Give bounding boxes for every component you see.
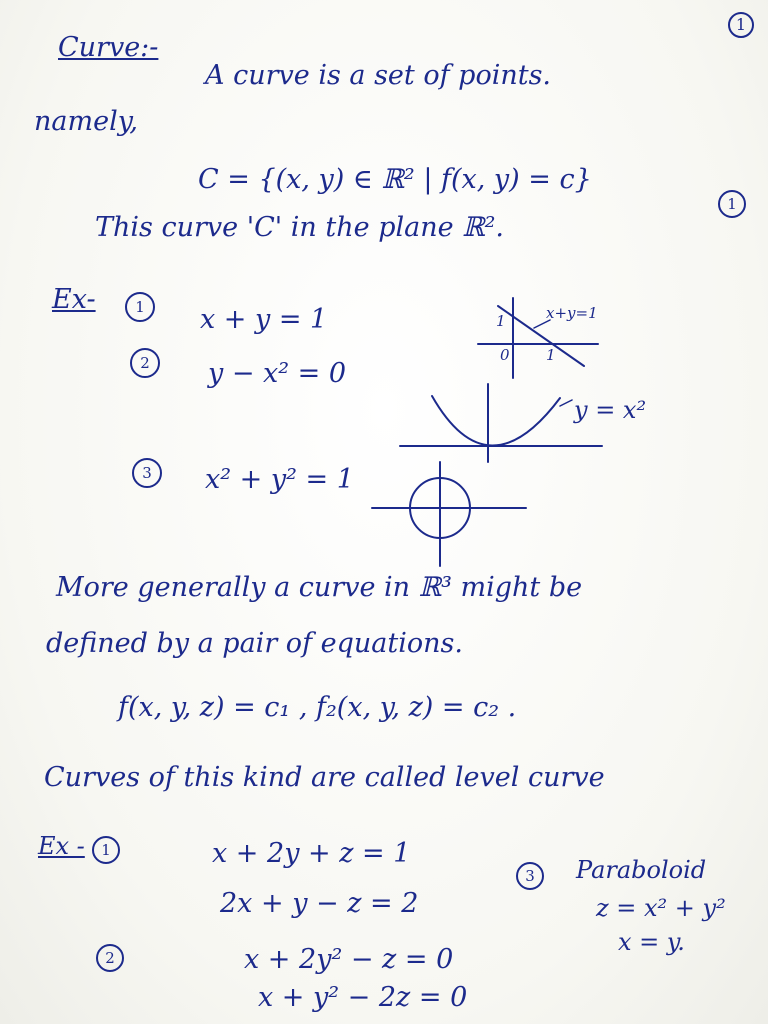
level-curve-line: Curves of this kind are called level curve <box>44 762 605 793</box>
namely-text: namely, <box>34 106 138 137</box>
page-number: 1 <box>728 12 754 38</box>
general-line-1: More generally a curve in ℝ³ might be <box>56 572 583 603</box>
ex2-equation: x + y² − 2z = 0 <box>258 982 468 1013</box>
parabola-sketch-curve <box>432 396 560 446</box>
example-number: 3 <box>132 458 162 488</box>
example-equation: y − x² = 0 <box>208 358 347 389</box>
ex2-equation: x + 2y² − z = 0 <box>244 944 454 975</box>
example-number: 2 <box>130 348 160 378</box>
heading: Curve:- <box>58 32 159 63</box>
example-2-number: 1 <box>92 836 120 864</box>
example-equation: x² + y² = 1 <box>205 464 354 495</box>
parabola-sketch-label: y = x² <box>574 396 647 424</box>
line-sketch-origin: 0 <box>500 346 510 364</box>
paraboloid-title: Paraboloid <box>576 856 707 884</box>
line-sketch-y-intercept: 1 <box>496 312 506 330</box>
curve-definition: C = {(x, y) ∈ ℝ² | f(x, y) = c} <box>198 164 592 195</box>
paraboloid-condition: x = y. <box>618 928 685 956</box>
general-line-3: f(x, y, z) = c₁ , f₂(x, y, z) = c₂ . <box>118 692 517 723</box>
curve-sentence: This curve 'C' in the plane ℝ². <box>95 212 505 243</box>
line-sketch-label: x+y=1 <box>546 304 598 322</box>
example-number: 1 <box>125 292 155 322</box>
example-equation: x + y = 1 <box>200 304 328 335</box>
intro-text: A curve is a set of points. <box>205 60 552 91</box>
examples-label: Ex- <box>52 284 96 315</box>
example-2-number: 2 <box>96 944 124 972</box>
ex2-equation: x + 2y + z = 1 <box>212 838 411 869</box>
paraboloid-equation: z = x² + y² <box>596 894 726 922</box>
examples-label-2: Ex - <box>38 832 85 860</box>
ex2-equation: 2x + y − z = 2 <box>220 888 419 919</box>
line-sketch-x-intercept: 1 <box>546 346 556 364</box>
example-2-number: 3 <box>516 862 544 890</box>
general-line-2: defined by a pair of equations. <box>46 628 463 659</box>
equation-tag: 1 <box>718 190 746 218</box>
